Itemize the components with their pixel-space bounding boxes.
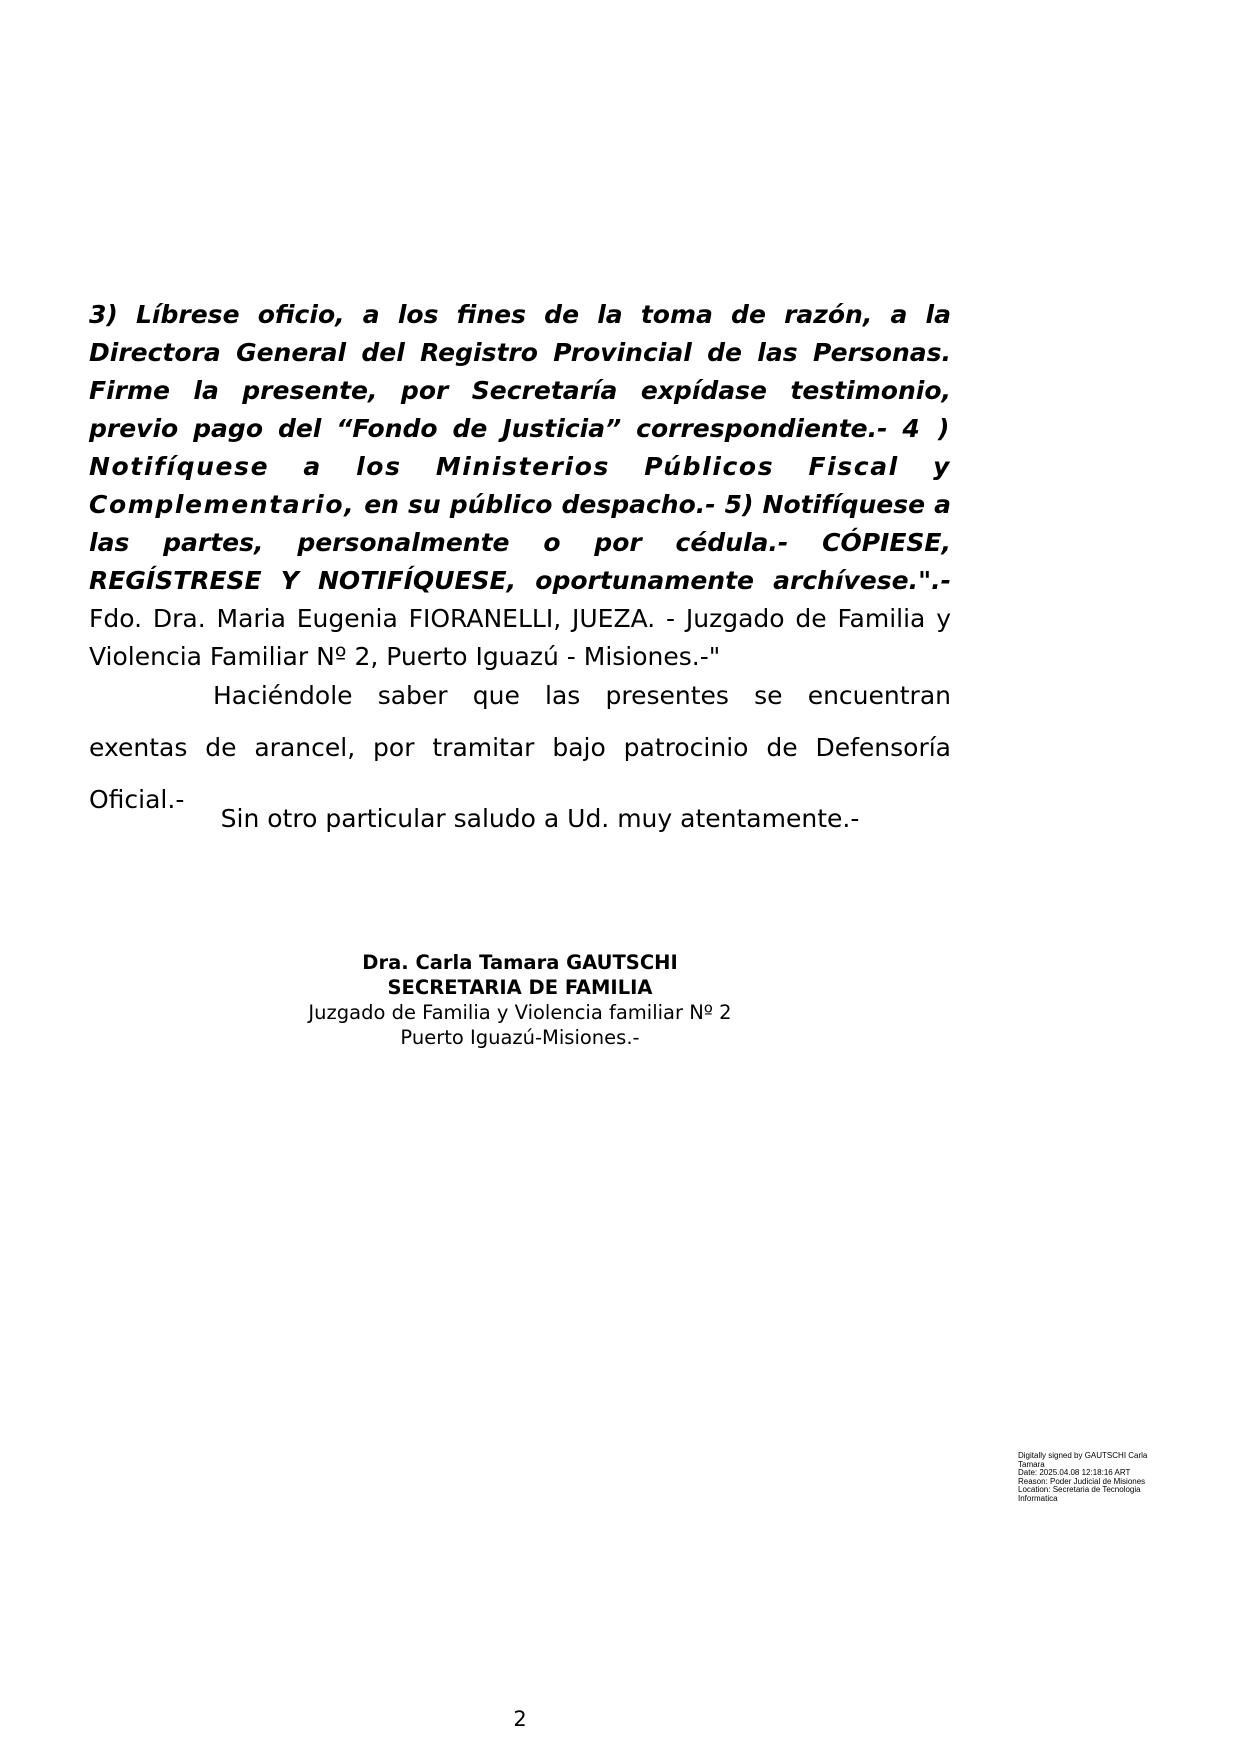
- digital-signature-line: Digitally signed by GAUTSCHI Carla: [1018, 1451, 1148, 1460]
- exemption-text: Haciéndole saber que las presentes se encuentran exentas de arancel, por tramitar bajo patrocinio de Defensoría Oficial.-: [89, 681, 951, 814]
- signer-role: SECRETARIA DE FAMILIA: [387, 976, 653, 999]
- resolution-orders-part2: 4 ) Notifíquese a los Ministerios Públicos Fiscal y Complementario,: [89, 414, 951, 519]
- digital-signature-line: Tamara: [1018, 1459, 1045, 1469]
- digital-signature-line: Date: 2025.04.08 12:18:16 ART: [1018, 1468, 1131, 1477]
- resolution-text: [89, 296, 951, 676]
- resolution-orders-part1: 3) Líbrese oficio, a los fines de la toma de razón, a la Directora General del Registro Provincial de las Personas. Firme la presente, por Secretaría expídase testimonio, previo pago del “Fondo de Justicia” correspondiente.-: [89, 300, 951, 443]
- digital-signature-line: Location: Secretaria de Tecnologia: [1018, 1485, 1141, 1494]
- digital-signature-stamp: [1018, 1452, 1168, 1503]
- page-number: 2: [513, 1707, 527, 1731]
- resolution-signed-by: Fdo. Dra. Maria Eugenia FIORANELLI, JUEZA. - Juzgado de Familia y Violencia Familiar Nº 2, Puerto Iguazú - Misiones.-": [89, 604, 951, 671]
- digital-signature-line: Reason: Poder Judicial de Misiones: [1018, 1476, 1146, 1486]
- signer-location: Puerto Iguazú-Misiones.-: [400, 1026, 640, 1049]
- signer-court: Juzgado de Familia y Violencia familiar Nº 2: [308, 1001, 732, 1024]
- signature-block: [290, 950, 750, 1050]
- closing-line: Sin otro particular saludo a Ud. muy atentamente.-: [220, 804, 860, 833]
- resolution-orders-part3: en su público despacho.- 5) Notifíquese a las partes, personalmente o por cédula.- CÓPIESE, REGÍSTRESE Y NOTIFÍQUESE, oportunamente archívese.".-: [89, 490, 951, 595]
- signer-name: Dra. Carla Tamara GAUTSCHI: [362, 951, 678, 974]
- digital-signature-line: Informatica: [1018, 1493, 1058, 1503]
